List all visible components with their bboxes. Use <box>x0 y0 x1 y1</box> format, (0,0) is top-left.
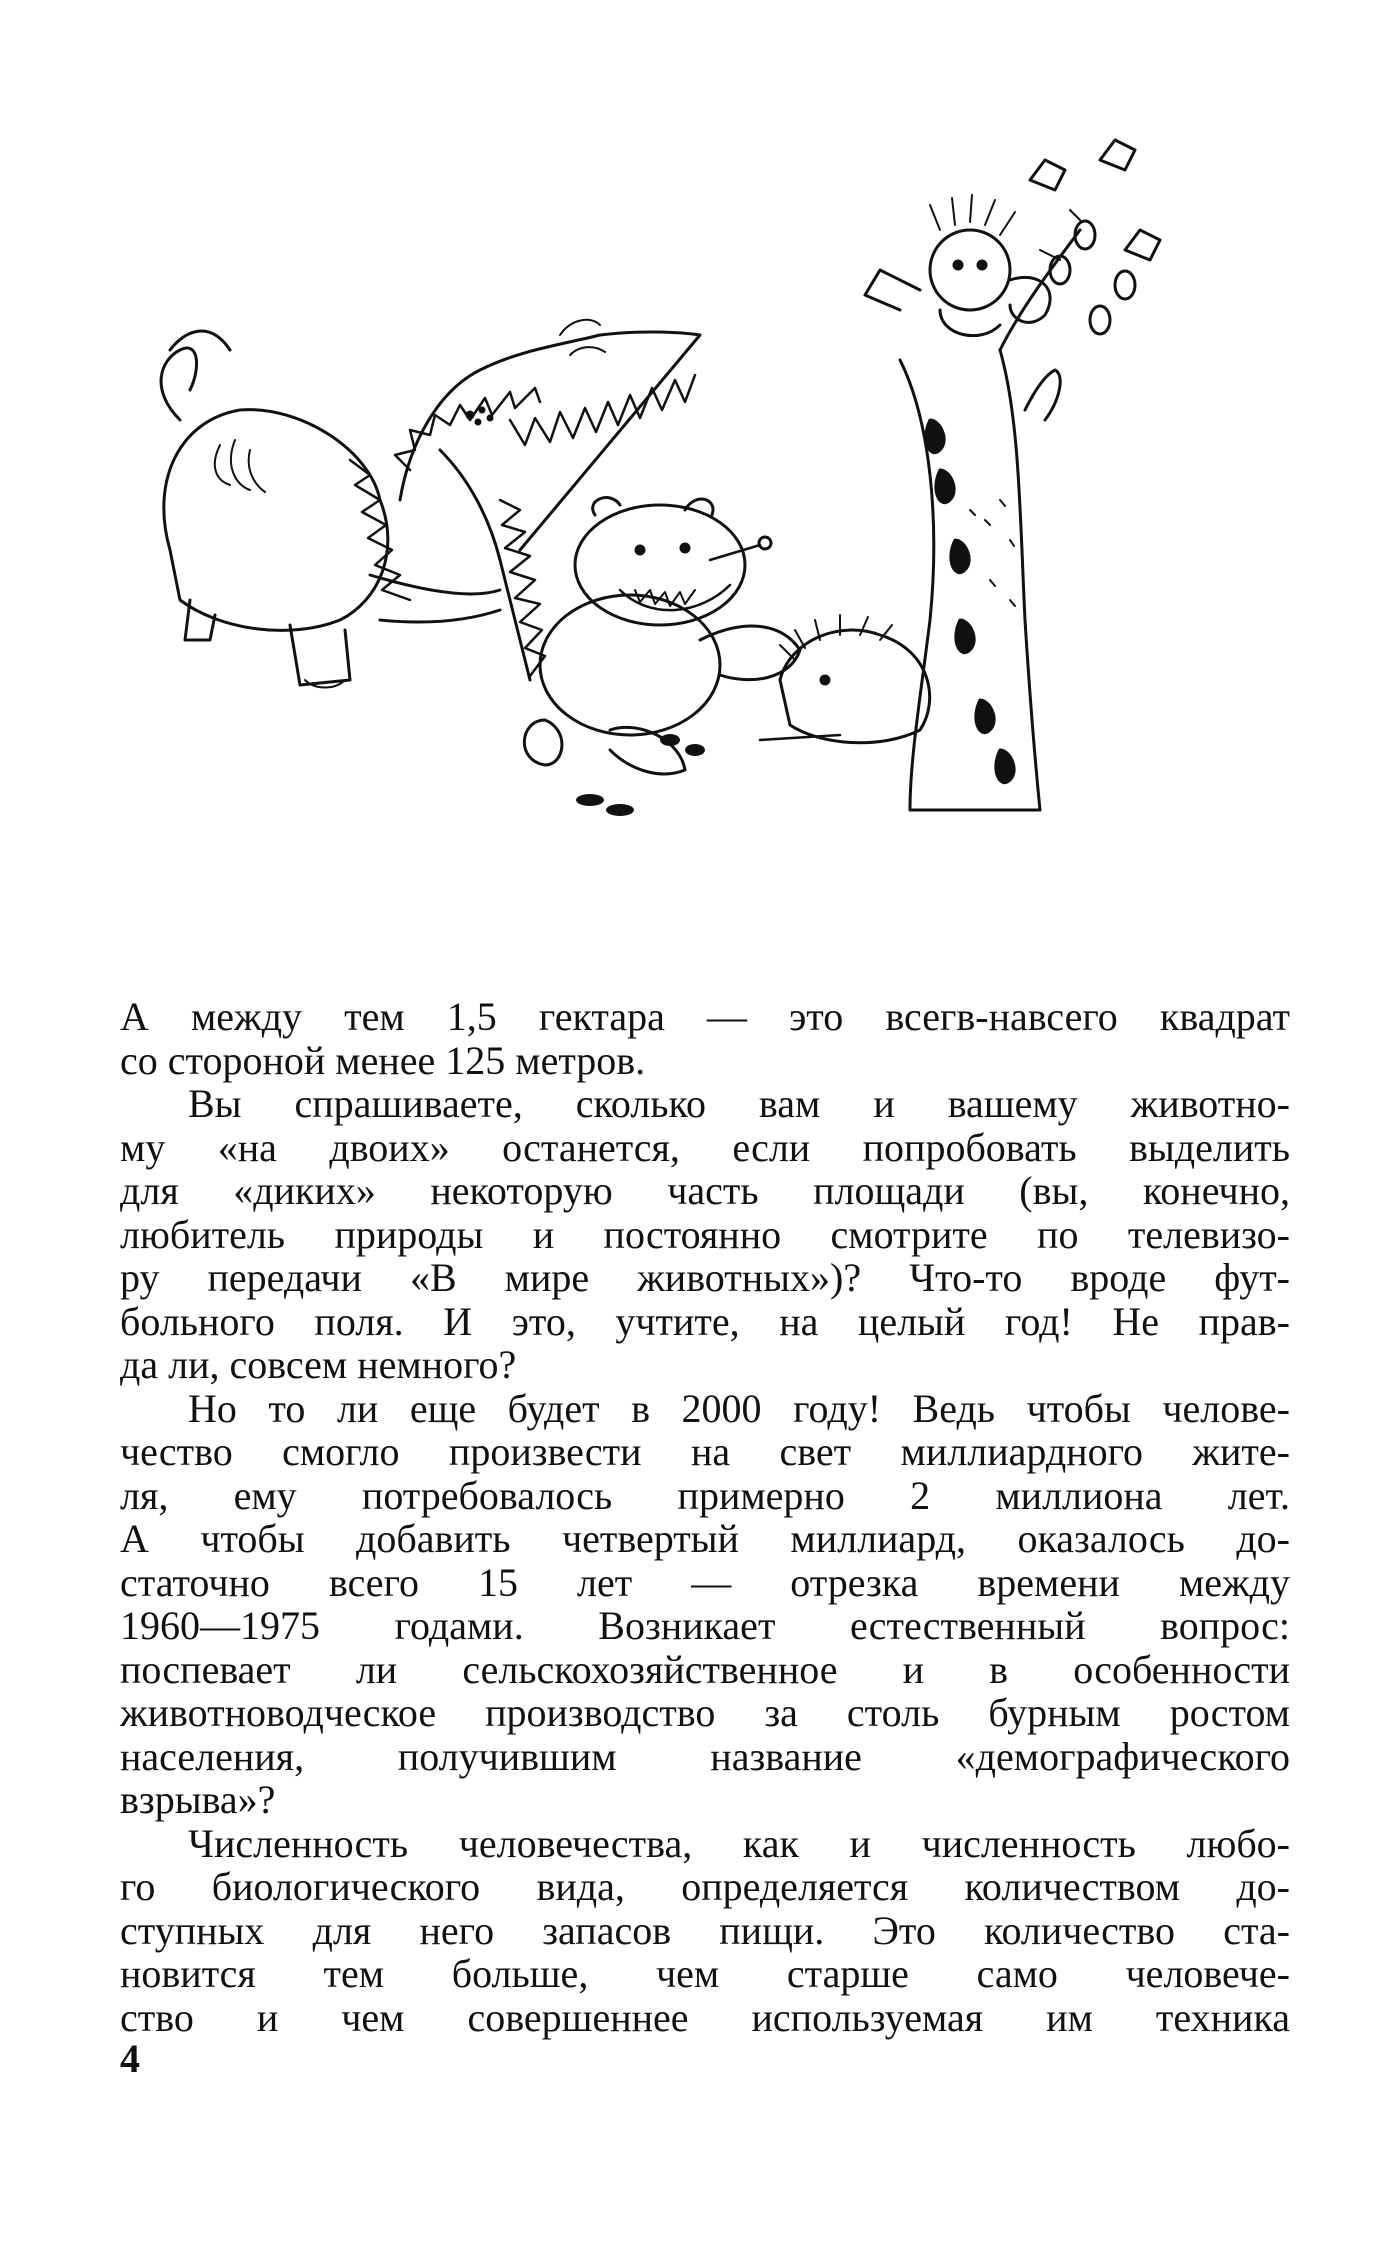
paragraph <box>120 1082 1290 1387</box>
text-line: любитель природы и постоянно смотрите по телевизо- <box>120 1211 1290 1257</box>
text-line: поспевает ли сельскохозяйственное и в особенности <box>120 1646 1290 1692</box>
paragraph <box>120 1822 1290 2040</box>
text-line: статочно всего 15 лет — отрезка времени между <box>120 1559 1290 1605</box>
text-line: А чтобы добавить четвертый миллиард, оказалось до- <box>120 1516 1290 1561</box>
text-line: новится тем больше, чем старше само человече- <box>120 1951 1290 1996</box>
body-text <box>120 995 1290 2039</box>
paragraph <box>120 995 1290 1082</box>
text-line: чество смогло произвести на свет миллиардного жите- <box>120 1429 1290 1474</box>
text-line: больного поля. И это, учтите, на целый год! Не прав- <box>120 1298 1290 1344</box>
paragraph <box>120 1387 1290 1822</box>
text-line: А между тем 1,5 гектара — это всегв-навсего квадрат <box>120 994 1290 1039</box>
text-line: животноводческое производство за столь бурным ростом <box>120 1690 1290 1735</box>
text-line: ступных для него запасов пищи. Это количество ста- <box>120 1907 1290 1953</box>
text-line: ство и чем совершеннее используемая им техника <box>120 1994 1290 2040</box>
cartoon-illustration <box>140 120 1290 920</box>
text-line: со стороной менее 125 метров. <box>120 1037 646 1083</box>
footprints-drawing <box>576 734 705 816</box>
text-line: населения, получившим название «демографического <box>120 1733 1290 1779</box>
text-line: Численность человечества, как и численность любо- <box>188 1820 1290 1866</box>
text-line: го биологического вида, определяется количеством до- <box>120 1864 1290 1909</box>
text-line: Но то ли еще будет в 2000 году! Ведь чтобы челове- <box>188 1385 1290 1431</box>
text-line: му «на двоих» останется, если попробовать выделить <box>120 1124 1290 1170</box>
bear-drawing <box>524 498 800 774</box>
tree-drawing <box>865 140 1160 810</box>
text-line: 1960—1975 годами. Возникает естественный вопрос: <box>120 1603 1290 1648</box>
text-line: Вы спрашиваете, сколько вам и вашему животно- <box>188 1081 1290 1126</box>
text-line: да ли, совсем немного? <box>120 1342 517 1387</box>
text-line: ля, ему потребовалось примерно 2 миллиона лет. <box>120 1472 1290 1518</box>
page-number: 4 <box>120 2036 140 2081</box>
text-line: для «диких» некоторую часть площади (вы, конечно, <box>120 1168 1290 1213</box>
text-line: взрыва»? <box>120 1777 276 1822</box>
text-line: ру передачи «В мире животных»)? Что-то вроде фут- <box>120 1255 1290 1300</box>
